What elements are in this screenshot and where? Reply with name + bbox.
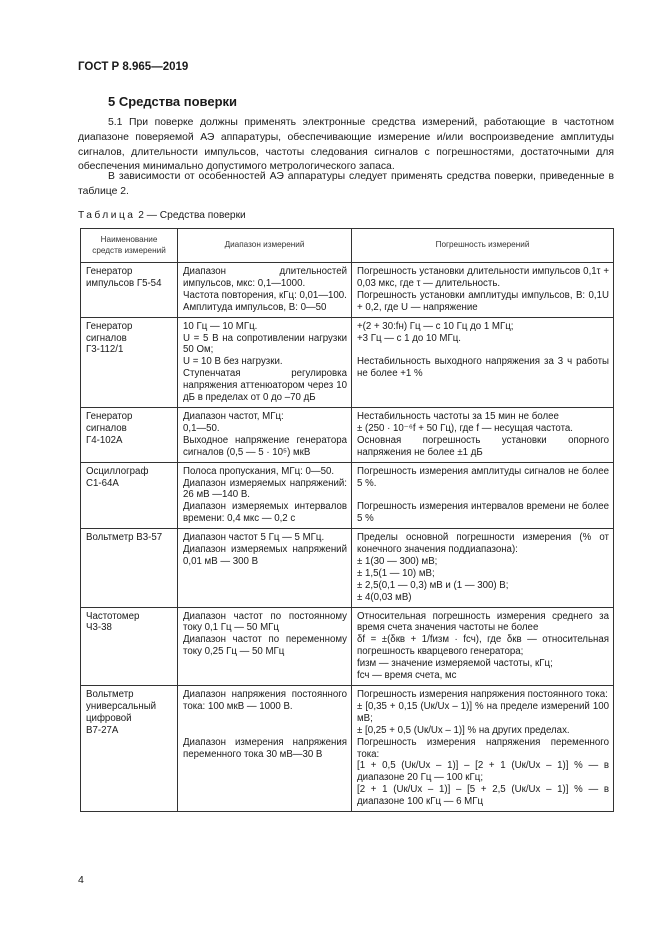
instrument-name-cell [81,462,178,529]
cell-line: Нестабильность выходного напряжения за 3 ч работы не более +1 % [357,356,609,380]
instrument-name-cell [81,607,178,685]
cell-line: Ступенчатая регулировка напряжения аттенюатором через 10 дБ в пределах от 0 до –70 дБ [183,368,347,404]
cell-line: Вольтметр В3-57 [86,532,163,544]
measurement-range-cell [178,686,352,812]
cell-line: ± 1,5(1 — 10) мВ; [357,567,435,579]
measurement-error-cell [352,462,614,529]
measurement-error-cell [352,407,614,462]
cell-line: ± [0,35 + 0,15 (Uк/Uх – 1)] % на пределе измерений 100 мВ; [357,700,609,724]
cell-line: Диапазон измеряемых напряжений 0,01 мВ — 300 В [183,544,347,567]
cell-line: Диапазон частот 5 Гц — 5 МГц. [183,532,325,544]
cell-line: сигналов [86,422,127,434]
cell-line: Полоса пропускания, МГц: 0—50. [183,465,335,477]
table-header-row [81,229,614,263]
cell-line: С1-64А [86,477,119,489]
cell-line: +(2 + 30:fн) Гц — с 10 Гц до 1 МГц; [357,320,514,332]
measurement-range-cell [178,263,352,318]
cell-line: Погрешность установки амплитуды импульсов, В: 0,1U + 0,2, где U — напряжение [357,289,609,313]
cell-line: ± [0,25 + 0,5 (Uк/Uх – 1)] % на других пределах. [357,724,570,736]
paragraph-dependence: В зависимости от особенностей АЭ аппаратуры следует применять средства поверки, приведенные в таблице 2. [78,171,614,197]
cell-line: ± 4(0,03 мВ) [357,591,412,603]
cell-line: Погрешность измерения напряжения переменного тока: [357,736,609,760]
measurement-range-cell [178,462,352,529]
cell-line: Диапазон напряжения постоянного тока: 100 мкВ — 1000 В. [183,689,347,712]
cell-line: Генератор [86,320,133,332]
cell-line: [1 + 0,5 (Uк/Uх – 1)] – [2 + 1 (Uк/Uх – 1)] % — в диапазоне 20 Гц — 100 кГц; [357,760,609,784]
column-header-name: Наименование средств измерений [81,229,178,263]
measurement-error-cell [352,263,614,318]
column-header-error: Погрешность измерений [352,229,614,263]
cell-line: Диапазон частот по постоянному току 0,1 Гц — 50 МГц [183,610,347,634]
cell-line: Осциллограф [86,465,149,477]
page-number: 4 [78,874,84,886]
cell-line: 0,1—50. [183,422,220,434]
cell-line: 10 Гц — 10 МГц. [183,320,258,332]
measurement-error-cell [352,317,614,407]
measurement-error-cell [352,686,614,812]
instrument-name-cell [81,407,178,462]
cell-line: Диапазон измеряемых напряжений: 26 мВ —140 В. [183,477,347,501]
cell-line [183,725,347,737]
measurement-error-cell [352,529,614,607]
instrument-name-cell [81,263,178,318]
cell-line: Генератор [86,266,133,277]
cell-line: импульсов Г5-54 [86,277,162,289]
cell-line: U = 10 В без нагрузки. [183,356,283,368]
cell-line: Пределы основной погрешности измерения (% от конечного значения поддиапазона): [357,532,609,556]
instrument-name-cell [81,529,178,607]
table-caption: Таблица 2 — Средства поверки [78,210,246,221]
cell-line: Частота повторения, кГц: 0,01—100. [183,289,347,301]
measurement-error-cell [352,607,614,685]
table-row [81,317,614,407]
cell-line: Диапазон частот по переменному току 0,25 Гц — 50 МГц [183,634,347,658]
section-title: 5 Средства поверки [108,94,238,109]
instrument-name-cell [81,317,178,407]
measurement-range-cell [178,317,352,407]
cell-line: +3 Гц — с 1 до 10 МГц. [357,332,461,344]
cell-line: цифровой [86,712,132,724]
table-row [81,529,614,607]
cell-line: U = 5 В на сопротивлении нагрузки 50 Ом; [183,332,347,356]
cell-line: В7-27А [86,724,119,736]
cell-line: Основная погрешность установки опорного напряжения не более ±1 дБ [357,434,609,458]
cell-line: сигналов [86,332,127,344]
cell-line: Г3-112/1 [86,344,124,356]
table-row [81,407,614,462]
cell-line: Диапазон измерения напряжения переменного тока 30 мВ—30 В [183,736,347,760]
cell-line: Погрешность установки длительности импульсов 0,1τ + 0,03 мкс, где τ — длительность. [357,266,609,289]
cell-line: Выходное напряжение генератора сигналов (0,5 — 5 · 10⁵) мкВ [183,434,347,458]
cell-line: [2 + 1 (Uк/Uх – 1)] – [5 + 2,5 (Uк/Uх – 1)] % — в диапазоне 100 кГц — 6 МГц [357,784,609,808]
paragraph-5-1: 5.1 При поверке должны применять электронные средства измерений, работающие в частотном диапазоне поверяемой АЭ аппаратуры, обеспечивающие измерение и/или воспроизведение амплитуды сигналов, длительности импульсов, частоты следования сигналов с погрешностями, достаточными для обеспечения минимально допустимого метрологического запаса. [78,117,614,173]
table-row [81,462,614,529]
cell-line [183,713,347,725]
document-code-header: ГОСТ Р 8.965—2019 [78,61,189,73]
cell-line: Генератор [86,410,133,422]
cell-line: Нестабильность частоты за 15 мин не более [357,410,559,422]
cell-line [357,489,609,501]
cell-line: ± 2,5(0,1 — 0,3) мВ и (1 — 300) В; [357,579,509,591]
cell-line: δf = ±(δкв + 1/fизм · fсч), где δкв — относительная погрешность кварцевого генератора; [357,634,609,658]
cell-line: Ч3-38 [86,622,112,634]
table-row [81,686,614,812]
cell-line: Частотомер [86,610,140,622]
cell-line: Погрешность измерения амплитуды сигналов не более 5 %. [357,465,609,489]
cell-line: Погрешность измерения напряжения постоянного тока: [357,689,608,700]
table-row [81,263,614,318]
cell-line: ± (250 · 10⁻⁶f + 50 Гц), где f — несущая частота. [357,422,573,434]
cell-line: универсальный [86,700,157,712]
column-header-range: Диапазон измерений [178,229,352,263]
measurement-range-cell [178,529,352,607]
cell-line: Погрешность измерения интервалов времени не более 5 % [357,501,609,525]
measurement-range-cell [178,407,352,462]
cell-line: fсч — время счета, мс [357,670,457,682]
cell-line [357,344,609,356]
cell-line: Г4-102А [86,434,123,446]
instrument-name-cell [81,686,178,812]
cell-line: fизм — значение измеряемой частоты, кГц; [357,658,553,670]
cell-line: Диапазон измеряемых интервалов времени: 0,4 мкс — 0,2 с [183,501,347,525]
table-row [81,607,614,685]
cell-line: Относительная погрешность измерения среднего за время счета значения частоты не более [357,610,609,634]
cell-line: Диапазон длительностей импульсов, мкс: 0,1—1000. [183,266,347,289]
measurement-range-cell [178,607,352,685]
verification-tools-table [80,228,614,812]
cell-line: ± 1(30 — 300) мВ; [357,555,438,567]
cell-line: Вольтметр [86,689,134,700]
cell-line: Диапазон частот, МГц: [183,410,284,422]
cell-line: Амплитуда импульсов, В: 0—50 [183,301,327,313]
